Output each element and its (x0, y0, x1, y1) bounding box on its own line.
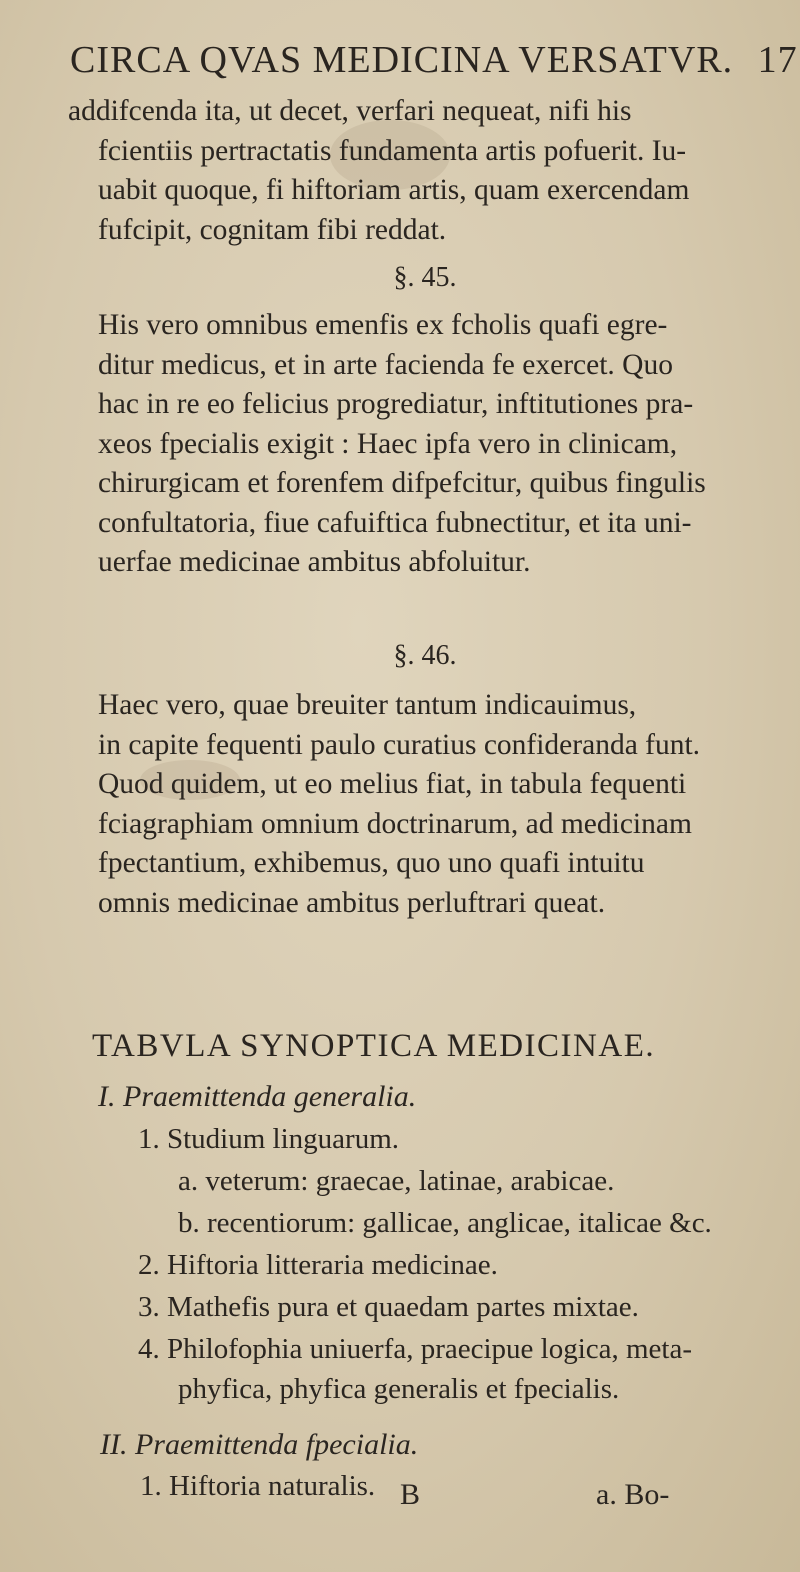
text-line: in capite fequenti paulo curatius confideranda funt. (98, 728, 701, 761)
page-number: 17 (757, 39, 798, 81)
outline-item-1a: a. veterum: graecae, latinae, arabicae. (178, 1165, 615, 1197)
table-title: TABVLA SYNOPTICA MEDICINAE. (92, 1028, 656, 1064)
text-line: hac in re eo felicius progrediatur, inftitutiones pra- (98, 388, 694, 420)
outline-item-4-continued: phyfica, phyfica generalis et fpecialis. (178, 1373, 620, 1405)
running-header (70, 38, 798, 82)
catchword: a. Bo- (596, 1478, 670, 1511)
text-line: fciagraphiam omnium doctrinarum, ad medicinam (98, 807, 692, 840)
outline-item-1b: b. recentiorum: gallicae, anglicae, italicae &c. (178, 1207, 712, 1239)
outline-item-3: 3. Mathefis pura et quaedam partes mixtae. (138, 1291, 639, 1323)
text-line: fufcipit, cognitam fibi reddat. (98, 213, 447, 246)
text-line: uabit quoque, fi hiftoriam artis, quam exercendam (98, 174, 690, 206)
text-line: addifcenda ita, ut decet, verfari nequeat, nifi his (68, 95, 632, 127)
section-number-46: §. 46. (393, 640, 457, 671)
outline-item-4: 4. Philofophia uniuerfa, praecipue logica, meta- (138, 1333, 693, 1365)
text-line: omnis medicinae ambitus perluftrari queat. (98, 886, 606, 919)
running-title: CIRCA QVAS MEDICINA VERSATVR. (70, 39, 734, 81)
text-line: fpectantium, exhibemus, quo uno quafi intuitu (98, 847, 645, 879)
text-line: uerfae medicinae ambitus abfoluitur. (98, 546, 531, 578)
text-line: Quod quidem, ut eo melius fiat, in tabula fequenti (98, 768, 687, 800)
paragraph-3 (68, 686, 748, 923)
outline-part-2-heading: II. Praemittenda fpecialia. (100, 1428, 419, 1461)
outline-item-2: 2. Hiftoria litteraria medicinae. (138, 1249, 498, 1281)
outline-item-II-1: 1. Hiftoria naturalis. (140, 1470, 376, 1502)
outline-item-1: 1. Studium linguarum. (138, 1123, 399, 1155)
section-number-45: §. 45. (393, 262, 457, 293)
text-line: ditur medicus, et in arte facienda fe exercet. Quo (98, 348, 673, 381)
outline-part-1-heading: I. Praemittenda generalia. (98, 1080, 417, 1113)
paragraph-2 (68, 306, 748, 583)
text-line: fcientiis pertractatis fundamenta artis pofuerit. Iu- (98, 134, 687, 167)
text-line: Haec vero, quae breuiter tantum indicauimus, (98, 689, 637, 721)
text-line: His vero omnibus emenfis ex fcholis quafi egre- (98, 309, 668, 341)
signature-mark: B (400, 1478, 421, 1511)
text-line: chirurgicam et forenfem difpefcitur, quibus fingulis (98, 467, 706, 499)
paragraph-1 (68, 92, 748, 250)
text-line: xeos fpecialis exigit : Haec ipfa vero in clinicam, (98, 427, 678, 460)
text-line: confultatoria, fiue cafuiftica fubnectitur, et ita uni- (98, 506, 692, 539)
